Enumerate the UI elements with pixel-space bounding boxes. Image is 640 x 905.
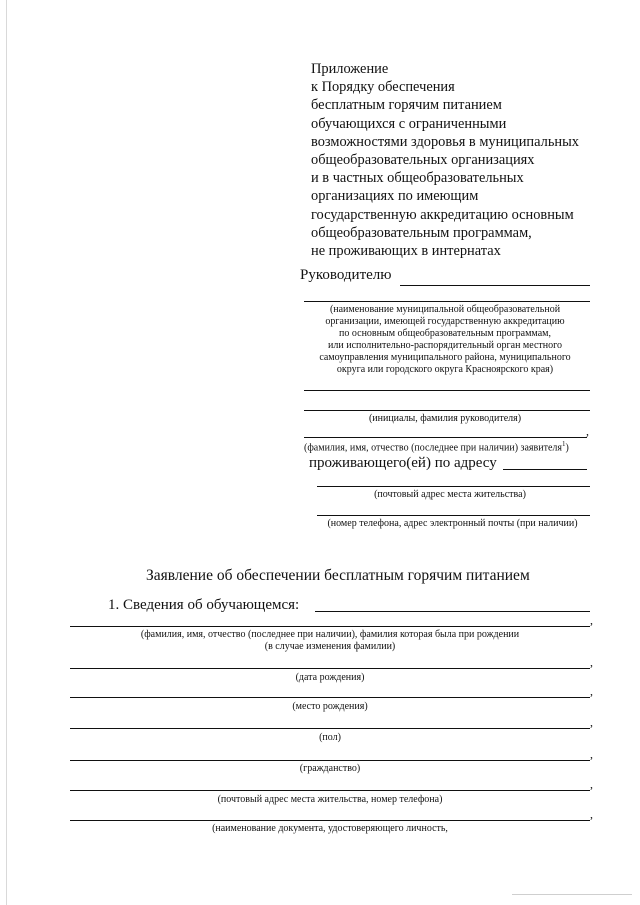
section1-label: 1. Сведения об обучающемся:: [108, 597, 300, 613]
birth-date-caption: (дата рождения): [295, 672, 365, 683]
student-address-caption: (почтовый адрес места жительства, номер телефона): [217, 794, 443, 805]
appendix-header: [311, 60, 611, 260]
birth-date-field[interactable]: [70, 668, 590, 669]
sex-caption: (пол): [319, 732, 341, 743]
student-address-field[interactable]: [70, 790, 590, 791]
student-name-field[interactable]: [70, 626, 590, 627]
application-title: Заявление об обеспечении бесплатным горячим питанием: [146, 567, 530, 584]
caption-line: по основным общеобразовательным программам,: [339, 328, 551, 339]
contact-field[interactable]: [317, 515, 590, 516]
header-line: и в частных общеобразовательных: [311, 170, 524, 187]
caption-line: (наименование муниципальной общеобразовательной: [329, 304, 561, 315]
header-line: общеобразовательным программам,: [311, 224, 532, 241]
sex-field[interactable]: [70, 728, 590, 729]
birth-place-caption: (место рождения): [292, 701, 368, 712]
addressee-name-field[interactable]: [400, 285, 590, 286]
scan-edge: [6, 0, 7, 905]
comma: ,: [590, 613, 593, 627]
caption-line: (фамилия, имя, отчество (последнее при наличии), фамилия которая была при рождении: [140, 629, 520, 640]
header-line: организациях по имеющим: [311, 188, 479, 205]
caption-line: округа или городского округа Красноярского края): [336, 364, 554, 375]
applicant-caption: (фамилия, имя, отчество (последнее при наличии) заявителя$^1$): [304, 440, 569, 454]
identity-document-caption: (наименование документа, удостоверяющего личность,: [212, 823, 448, 834]
header-line: к Порядку обеспечения: [311, 79, 455, 96]
header-line: бесплатным горячим питанием: [311, 97, 502, 114]
head-caption: (инициалы, фамилия руководителя): [368, 413, 522, 424]
comma: ,: [590, 807, 593, 821]
caption-line: организации, имеющей государственную аккредитацию: [325, 316, 565, 327]
caption-line: самоуправления муниципального района, муниципального: [319, 352, 571, 363]
applicant-caption-text: (фамилия, имя, отчество (последнее при наличии) заявителя: [304, 442, 562, 454]
citizenship-field[interactable]: [70, 760, 590, 761]
addressee-label: Руководителю: [300, 267, 392, 283]
identity-document-field[interactable]: [70, 820, 590, 821]
birth-place-field[interactable]: [70, 697, 590, 698]
header-line: обучающихся с ограниченными: [311, 115, 507, 132]
caption-line: или исполнительно-распорядительный орган местного: [328, 340, 562, 351]
applicant-name-field[interactable]: [304, 437, 587, 438]
comma: ,: [590, 655, 593, 669]
head-name-field[interactable]: [304, 410, 590, 411]
contact-caption: (номер телефона, адрес электронный почты (при наличии): [327, 518, 578, 529]
header-line: возможностями здоровья в муниципальных: [311, 133, 579, 150]
comma: ,: [590, 747, 593, 761]
header-line: Приложение: [311, 61, 389, 77]
header-line: общеобразовательных организациях: [311, 152, 535, 169]
student-field-inline[interactable]: [315, 611, 590, 612]
comma: ,: [586, 424, 589, 438]
caption-line: (в случае изменения фамилии): [264, 641, 396, 652]
header-line: государственную аккредитацию основным: [311, 206, 574, 223]
comma: ,: [590, 715, 593, 729]
address-field[interactable]: [317, 486, 590, 487]
footnote-marker: 1: [562, 440, 566, 448]
org-name-field[interactable]: [304, 301, 590, 302]
org-name-field-2[interactable]: [304, 390, 590, 391]
comma: ,: [590, 777, 593, 791]
student-name-caption: [70, 629, 590, 653]
address-caption: (почтовый адрес места жительства): [374, 489, 526, 500]
comma: ,: [590, 684, 593, 698]
org-caption: [300, 304, 590, 376]
residing-label: проживающего(ей) по адресу: [309, 455, 497, 471]
address-field-inline[interactable]: [503, 469, 587, 470]
header-line: не проживающих в интернатах: [311, 243, 501, 260]
citizenship-caption: (гражданство): [299, 763, 361, 774]
scan-mark: [512, 894, 632, 895]
